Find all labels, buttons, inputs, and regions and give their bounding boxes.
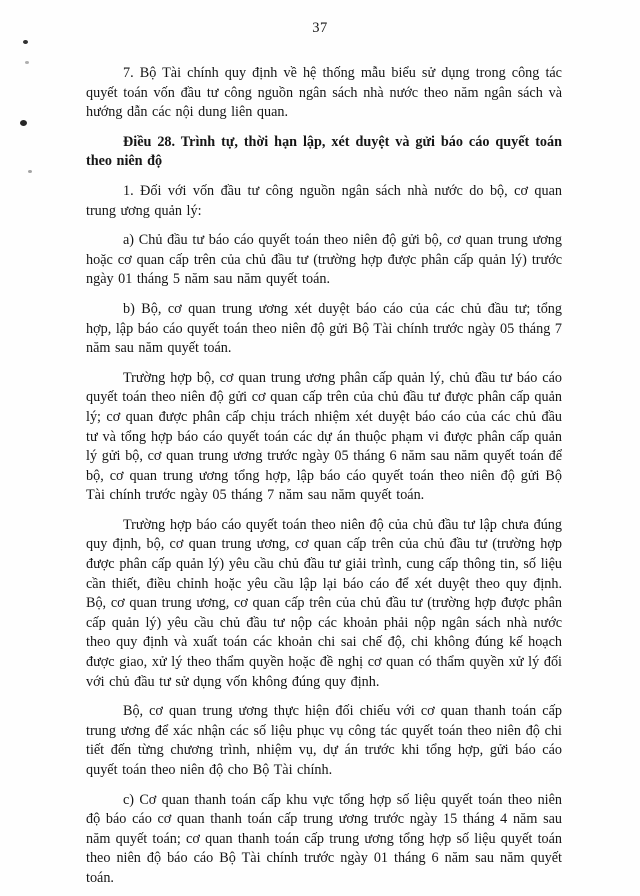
paragraph-incorrect-report-case: Trường hợp báo cáo quyết toán theo niên độ của chủ đầu tư lập chưa đúng quy định, bộ, cơ quan trung ương, cơ quan cấp trên của chủ đầu tư (trường hợp được phân cấp quản lý) yêu cầu chủ đầu tư giải trình, cung cấp thông tin, số liệu cần thiết, điều chỉnh hoặc yêu cầu lập lại báo cáo để xét duyệt theo quy định. Bộ, cơ quan trung ương, cơ quan cấp trên của chủ đầu tư (trường hợp được phân cấp quản lý) yêu cầu chủ đầu tư nộp các khoản phải nộp ngân sách nhà nước theo quy định và xuất toán các khoản chi sai chế độ, chi không đúng kế hoạch được giao, xử lý theo thẩm quyền hoặc đề nghị cơ quan có thẩm quyền xử lý đối với chủ đầu tư sử dụng vốn không đúng quy định. xyxy=(86,516,562,690)
paragraph-decentralized-case: Trường hợp bộ, cơ quan trung ương phân cấp quản lý, chủ đầu tư báo cáo quyết toán theo niên độ gửi cơ quan cấp trên của chủ đầu tư được phân cấp quản lý; cơ quan được phân cấp chịu trách nhiệm xét duyệt báo cáo của các chủ đầu tư và tổng hợp báo cáo quyết toán các dự án thuộc phạm vi được phân cấp quản lý gửi bộ, cơ quan trung ương trước ngày 05 tháng 6 năm sau năm quyết toán để bộ, cơ quan trung ương tổng hợp, lập báo cáo quyết toán theo niên độ gửi Bộ Tài chính trước ngày 05 tháng 7 năm sau năm quyết toán. xyxy=(86,369,562,504)
page-content xyxy=(86,64,562,896)
paragraph-point-a: a) Chủ đầu tư báo cáo quyết toán theo niên độ gửi bộ, cơ quan trung ương hoặc cơ quan cấp trên của chủ đầu tư (trường hợp được phân cấp quản lý) trước ngày 01 tháng 5 năm sau năm quyết toán. xyxy=(86,232,562,288)
scan-artifact-speck xyxy=(20,120,27,126)
paragraph-clause-1: 1. Đối với vốn đầu tư công nguồn ngân sách nhà nước do bộ, cơ quan trung ương quản lý: xyxy=(86,182,562,219)
paragraph-reconciliation: Bộ, cơ quan trung ương thực hiện đối chiếu với cơ quan thanh toán cấp trung ương để xác nhận các số liệu phục vụ công tác quyết toán theo niên độ chi tiết đến từng chương trình, nhiệm vụ, dự án trước khi tổng hợp, gửi báo cáo quyết toán theo niên độ cho Bộ Tài chính. xyxy=(86,703,562,778)
scan-artifact-speck xyxy=(23,40,28,44)
paragraph-point-c: c) Cơ quan thanh toán cấp khu vực tổng hợp số liệu quyết toán theo niên độ báo cáo cơ quan thanh toán cấp trung ương trước ngày 15 tháng 4 năm sau năm quyết toán; cơ quan thanh toán cấp trung ương tổng hợp số liệu quyết toán theo niên độ báo cáo Bộ Tài chính trước ngày 01 tháng 6 năm sau năm quyết toán. xyxy=(86,791,562,886)
paragraph-point-b: b) Bộ, cơ quan trung ương xét duyệt báo cáo của các chủ đầu tư; tổng hợp, lập báo cáo quyết toán theo niên độ gửi Bộ Tài chính trước ngày 05 tháng 7 năm sau năm quyết toán. xyxy=(86,300,562,357)
scan-artifact-speck xyxy=(25,61,29,64)
paragraph-clause-7: 7. Bộ Tài chính quy định về hệ thống mẫu biểu sử dụng trong công tác quyết toán vốn đầu tư công nguồn ngân sách nhà nước theo năm ngân sách và hướng dẫn các nội dung liên quan. xyxy=(86,65,562,121)
article-28-heading: Điều 28. Trình tự, thời hạn lập, xét duyệt và gửi báo cáo quyết toán theo niên độ xyxy=(86,133,562,170)
scan-artifact-speck xyxy=(28,170,32,173)
page-number: 37 xyxy=(312,20,328,36)
